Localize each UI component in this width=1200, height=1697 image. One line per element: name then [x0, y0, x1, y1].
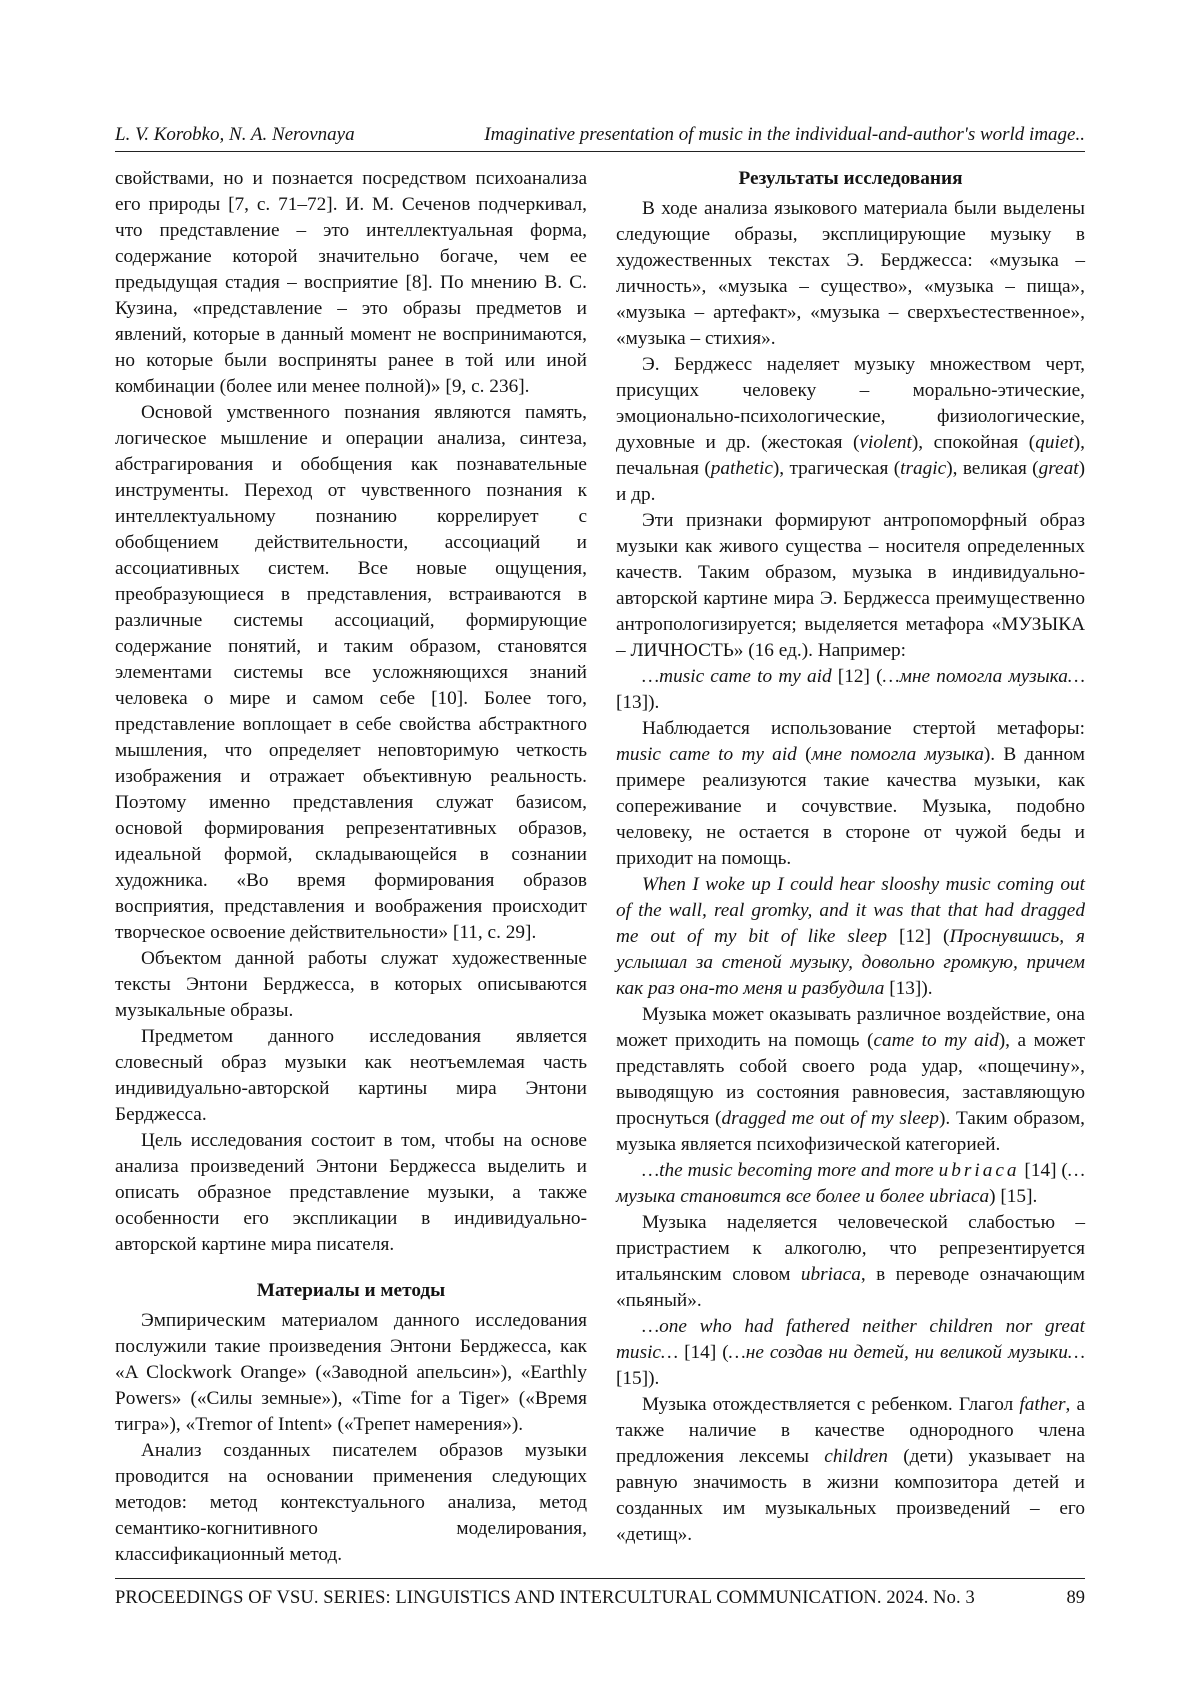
paragraph: Эти признаки формируют антропоморфный образ музыки как живого существа – носителя определенных качеств. Таким образом, музыка в индивидуально-авторской картине мира Э. Берджесса преимущественно антропологизируется; выделяется метафора «МУЗЫКА – ЛИЧНОСТЬ» (16 ед.). Например:: [616, 510, 1085, 661]
paragraph: Предметом данного исследования является словесный образ музыки как неотъемлемая часть индивидуально-авторской картины мира Энтони Берджесса.: [115, 1026, 587, 1125]
section-heading-results: Результаты исследования: [738, 168, 963, 189]
header-running-title: Imaginative presentation of music in the individual-and-author's world image..: [484, 124, 1085, 145]
paragraph: Объектом данной работы служат художественные тексты Энтони Берджесса, в которых описываются музыкальные образы.: [115, 948, 587, 1021]
example-quote: …music came to my aid [12] (…мне помогла музыка… [13]).: [616, 666, 1085, 713]
paragraph: Основой умственного познания являются память, логическое мышление и операции анализа, синтеза, абстрагирования и обобщения как познавательные инструменты. Переход от чувственного познания к интеллектуальному познанию коррелирует с обобщением действительности, ассоциаций и ассоциативных систем. Все новые ощущения, преобразующиеся в представления, встраиваются в различные системы ассоциаций, формирующие содержание понятий, и таким образом, становятся элементами системы все усложняющихся знаний человека о мире и самом себе [10]. Более того, представление воплощает в себе свойства абстрактного мышления, что определяет неповторимую четкость изображения и отражает объективную реальность. Поэтому именно представления служат базисом, основой формирования репрезентативных образов, идеальной формой, складывающейся в сознании художника. «Во время формирования образов восприятия, представления и воображения происходит творческое освоение действительности» [11, с. 29].: [115, 402, 587, 943]
example-quote: …one who had fathered neither children nor great music… [14] (…не создав ни детей, ни великой музыки… [15]).: [616, 1316, 1086, 1389]
paragraph: Цель исследования состоит в том, чтобы на основе анализа произведений Энтони Берджесса выделить и описать образное представление музыки, а также особенности его экспликации в индивидуально-авторской картине мира писателя.: [115, 1130, 587, 1255]
example-quote: …the music becoming more and more ubriaca [14] (…музыка становится все более и более ubriaca) [15].: [616, 1160, 1085, 1207]
page-number: 89: [1066, 1588, 1085, 1608]
footer-rule: [115, 1578, 1085, 1579]
paragraph: Эмпирическим материалом данного исследования послужили такие произведения Энтони Берджесса, как «A Clockwork Orange» («Заводной апельсин»), «Earthly Powers» («Силы земные»), «Time for a Tiger» («Время тигра»), «Tremor of Intent» («Трепет намерения»).: [115, 1310, 587, 1435]
paragraph: Музыка может оказывать различное воздействие, она может приходить на помощь (came to my aid), а может представлять собой своего рода удар, «пощечину», выводящую из состояния равновесия, заставляющую проснуться (dragged me out of my sleep). Таким образом, музыка является психофизической категорией.: [616, 1004, 1086, 1155]
running-header: [115, 124, 1085, 154]
paragraph: свойствами, но и познается посредством психоанализа его природы [7, с. 71–72]. И. М. Сеченов подчеркивал, что представление – это интеллектуальная форма, содержание которой значительно богаче, чем ее предыдущая стадия – восприятие [8]. По мнению В. С. Кузина, «представление – это образы предметов и явлений, которые в данный момент не воспринимаются, но которые были восприняты ранее в той или иной комбинации (более или менее полной)» [9, с. 236].: [115, 168, 587, 397]
footer-journal: PROCEEDINGS OF VSU. SERIES: LINGUISTICS AND INTERCULTURAL COMMUNICATION. 2024. No. 3: [115, 1588, 975, 1608]
section-heading-materials: Материалы и методы: [256, 1280, 446, 1301]
paragraph: В ходе анализа языкового материала были выделены следующие образы, эксплицирующие музыку в художественных текстах Э. Берджесса: «музыка – личность», «музыка – существо», «музыка – пища», «музыка – артефакт», «музыка – сверхъестественное», «музыка – стихия».: [616, 198, 1085, 349]
header-rule: [115, 151, 1085, 152]
header-authors: L. V. Korobko, N. A. Nerovnaya: [115, 124, 355, 145]
paragraph: Музыка отождествляется с ребенком. Глагол father, а также наличие в качестве однородного члена предложения лексемы children (дети) указывает на равную значимость в жизни композитора детей и созданных им музыкальных произведений – его «детищ».: [616, 1394, 1086, 1545]
example-quote: When I woke up I could hear slooshy music coming out of the wall, real gromky, and it was that that had dragged me out of my bit of like sleep [12] (Проснувшись, я услышал за стеной музыку, довольно громкую, причем как раз она-то меня и разбудила [13]).: [616, 874, 1085, 999]
paragraph: Музыка наделяется человеческой слабостью – пристрастием к алкоголю, что репрезентируется итальянским словом ubriaca, в переводе означающим «пьяный».: [616, 1212, 1085, 1311]
left-column: [115, 166, 587, 1568]
paragraph: Э. Берджесс наделяет музыку множеством черт, присущих человеку – морально-этические, эмоционально-психологические, физиологические, духовные и др. (жестокая (violent), спокойная (quiet), печальная (pathetic), трагическая (tragic), великая (great) и др.: [616, 354, 1086, 505]
paragraph: Наблюдается использование стертой метафоры: music came to my aid (мне помогла музыка). В данном примере реализуются такие качества музыки, как сопереживание и сочувствие. Музыка, подобно человеку, не остается в стороне от чужой беды и приходит на помощь.: [616, 718, 1085, 869]
running-footer: [115, 1588, 1085, 1614]
right-column: [616, 166, 1085, 1548]
paragraph: Анализ созданных писателем образов музыки проводится на основании применения следующих методов: метод контекстуального анализа, метод семантико-когнитивного моделирования, классификационный метод.: [115, 1440, 587, 1565]
